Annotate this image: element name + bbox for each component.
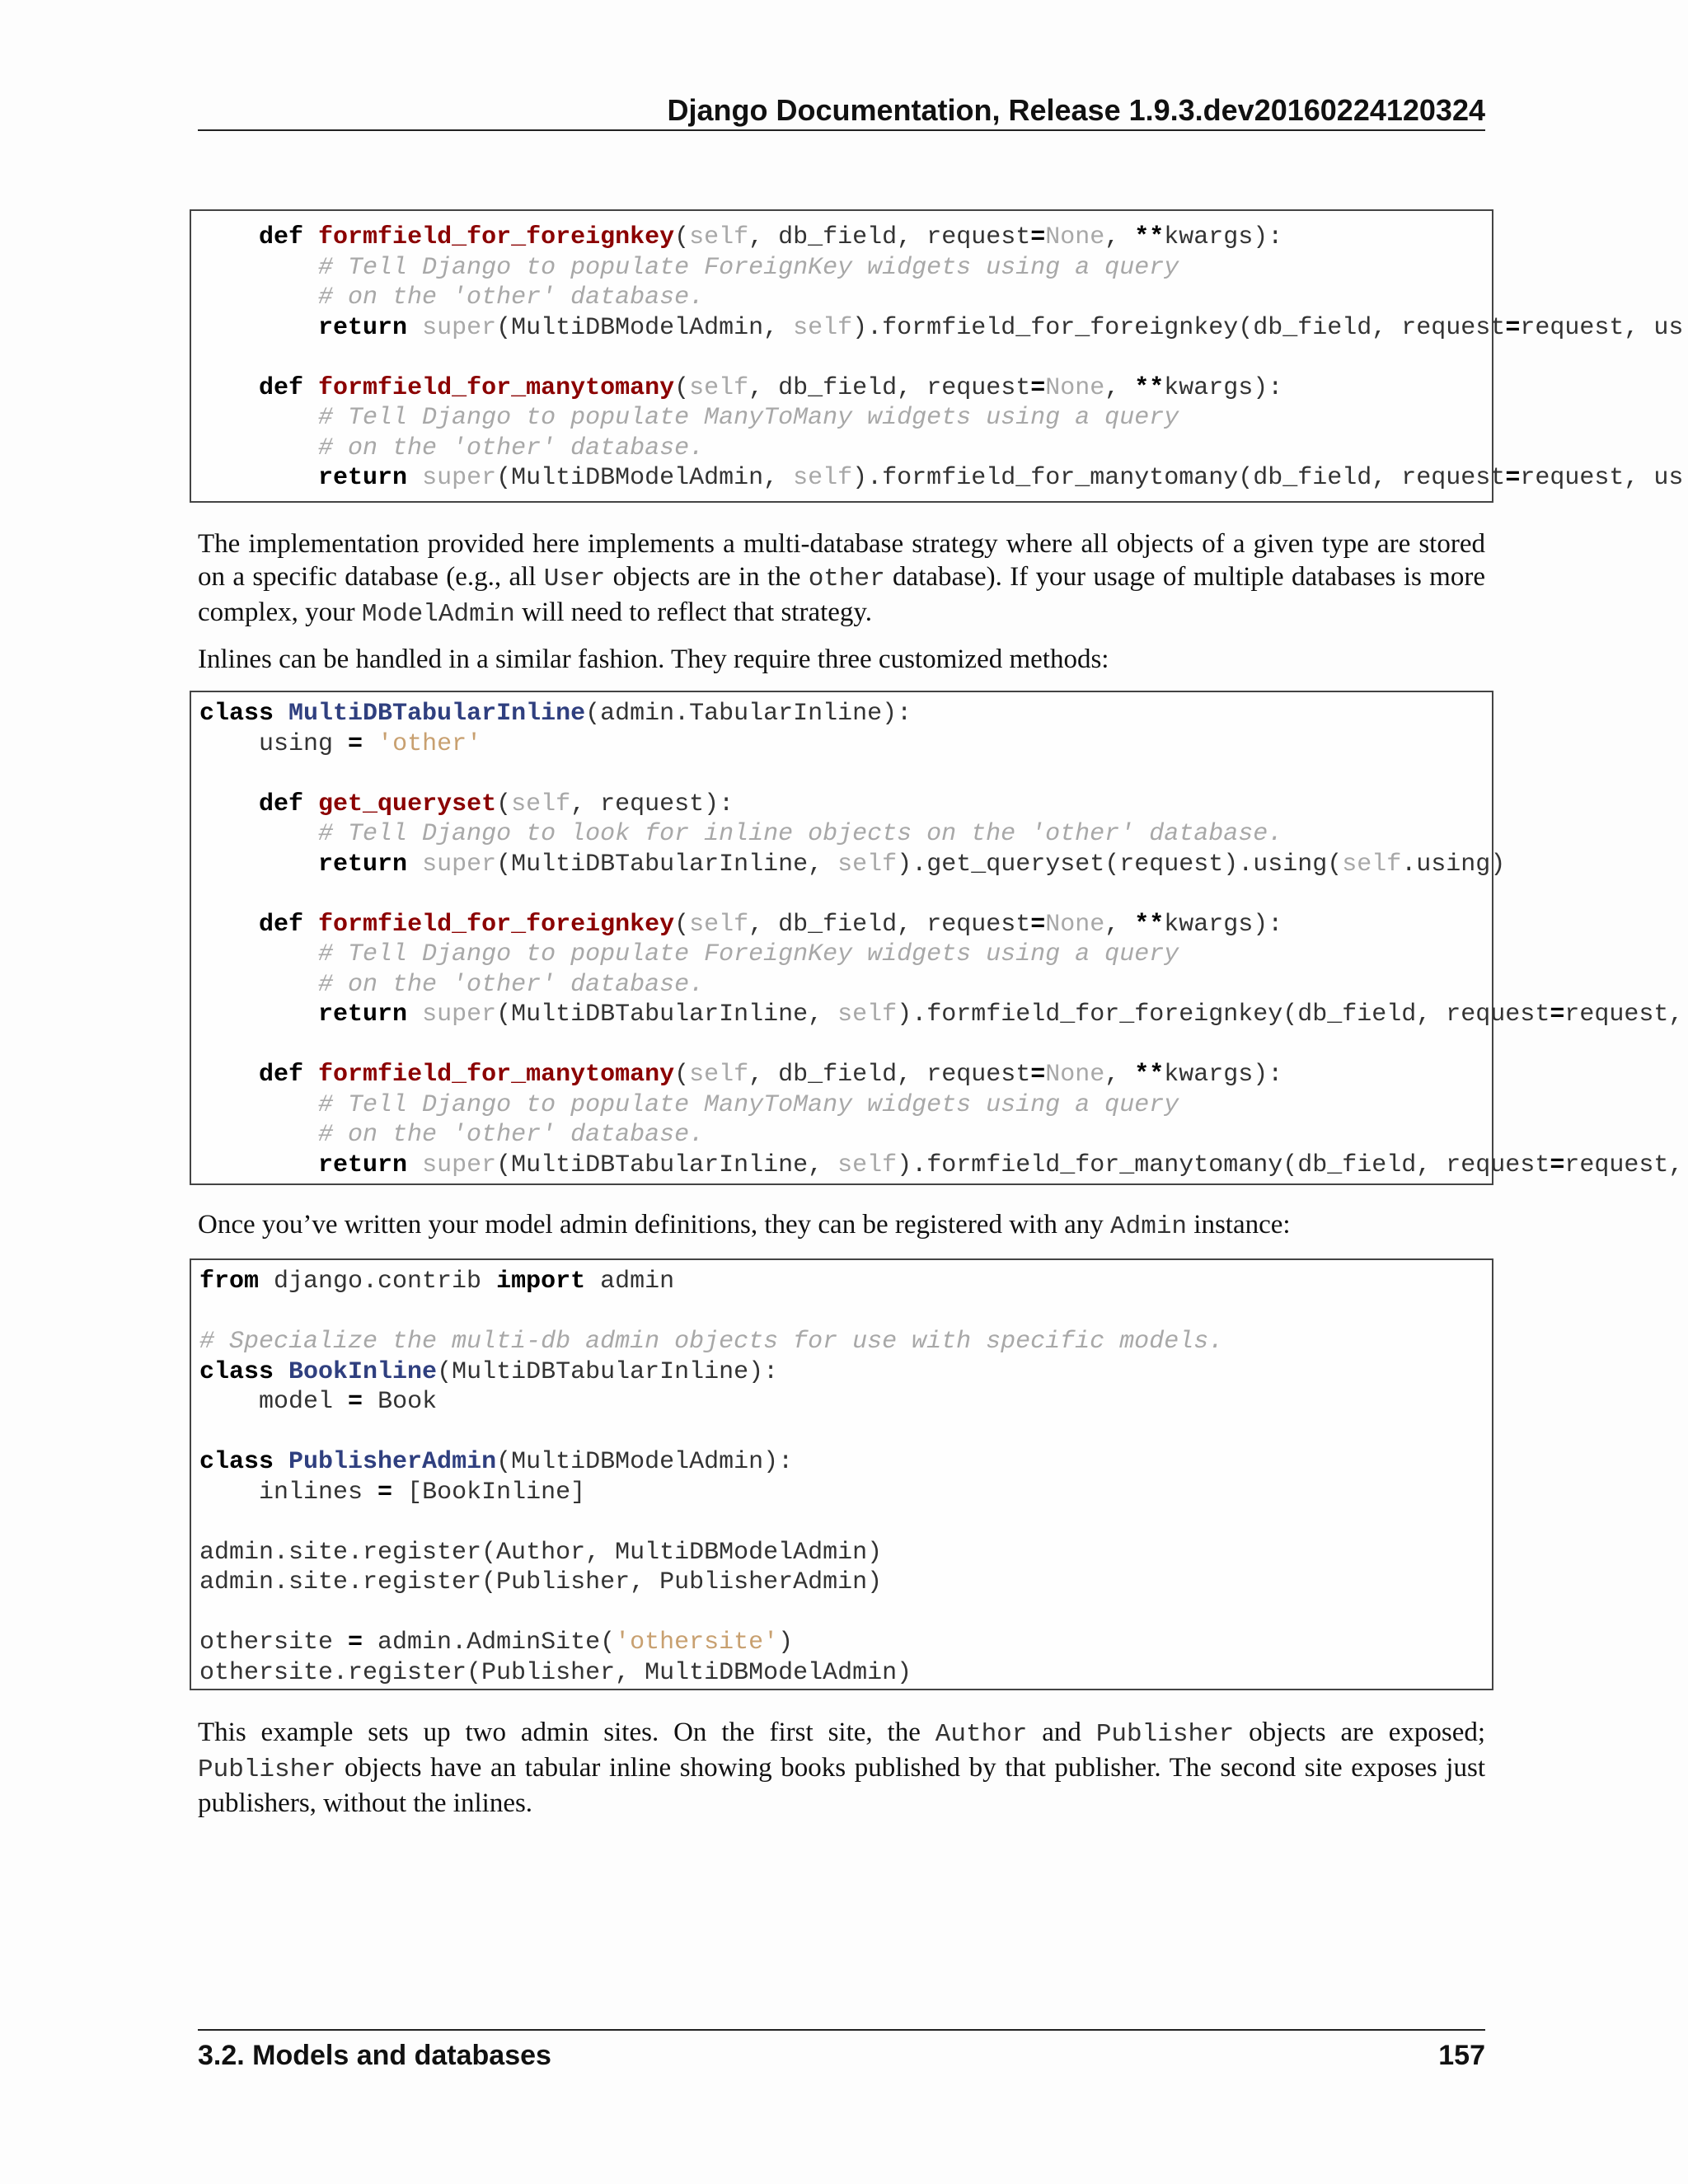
- code-line: othersite.register(Publisher, MultiDBModelAdmin): [199, 1658, 912, 1687]
- footer-section-title: 3.2. Models and databases: [198, 2040, 551, 2071]
- code-class-name: MultiDBTabularInline: [288, 700, 586, 728]
- code-function-name: formfield_for_manytomany: [318, 373, 675, 402]
- code-block-admin-register: [190, 1258, 1493, 1690]
- code-line: admin.site.register(Author, MultiDBModelAdmin): [199, 1538, 883, 1567]
- code-comment: # Tell Django to populate ManyToMany widgets using a query: [318, 1090, 1179, 1119]
- code-line: admin.site.register(Publisher, PublisherAdmin): [199, 1568, 883, 1596]
- code-block-tabular-inline: [190, 691, 1684, 1185]
- code-function-name: formfield_for_manytomany: [318, 1061, 675, 1089]
- running-header-title: Django Documentation, Release 1.9.3.dev20160224120324: [667, 93, 1485, 127]
- code-comment: # Tell Django to populate ManyToMany widgets using a query: [318, 404, 1179, 432]
- header-rule: [198, 129, 1485, 131]
- footer-rule: [198, 2029, 1485, 2031]
- code-comment: # on the 'other' database.: [318, 284, 705, 312]
- page-number: 157: [1438, 2040, 1485, 2071]
- code-comment: # on the 'other' database.: [318, 434, 705, 462]
- code-function-name: get_queryset: [318, 790, 497, 818]
- code-comment: # Tell Django to populate ForeignKey widgets using a query: [318, 940, 1179, 968]
- code-comment: # on the 'other' database.: [318, 970, 705, 999]
- code-comment: # on the 'other' database.: [318, 1121, 705, 1149]
- code-function-name: formfield_for_foreignkey: [318, 910, 675, 939]
- code-block-modeladmin-methods: [190, 209, 1684, 503]
- paragraph-example: This example sets up two admin sites. On the first site, the Author and Publisher objects are exposed; Publisher objects have an tabular inline showing books published by that publisher. The second site exposes just publishers, without the inlines.: [198, 1718, 1486, 1818]
- code-function-name: formfield_for_foreignkey: [318, 223, 675, 251]
- code-listing-1: def formfield_for_foreignkey(self, db_field, request=None, **kwargs): # Tell Django to populate ForeignKey widgets using a query # on the 'other' database. return super(MultiDBModelAdmin, self).formfield_for_foreignkey(db_field, request=request, us def formfield_for_manytomany(self, db_field, request=None, **kwargs): # Tell Django to populate ManyToMany widgets using a query # on the 'other' database. return super(MultiDBModelAdmin, self).formfield_for_manytomany(db_field, request=request, us: [259, 223, 1684, 492]
- code-comment: # Specialize the multi-db admin objects for use with specific models.: [199, 1328, 1224, 1356]
- paragraph-implementation: The implementation provided here implements a multi-database strategy where all objects of a given type are stored on a specific database (e.g., all User objects are in the other database). If your usage of multiple databases is more complex, your ModelAdmin will need to reflect that strategy.: [198, 529, 1485, 629]
- paragraph-register: Once you’ve written your model admin definitions, they can be registered with any Admin instance:: [198, 1210, 1291, 1241]
- code-listing-3: from django.contrib import admin # Specialize the multi-db admin objects for use with specific models. class BookInline(MultiDBTabularInline): model = Book class PublisherAdmin(MultiDBModelAdmin): inlines = [BookInline] admin.site.register(Author, MultiDBModelAdmin) admin.site.register(Publisher, PublisherAdmin) othersite = admin.AdminSite('othersite') othersite.register(Publisher, MultiDBModelAdmin): [199, 1268, 1224, 1687]
- paragraph-inlines: Inlines can be handled in a similar fashion. They require three customized methods:: [198, 644, 1109, 674]
- code-listing-2: class MultiDBTabularInline(admin.TabularInline): using = 'other' def get_queryset(self, request): # Tell Django to look for inline objects on the 'other' database. return super(MultiDBTabularInline, self).get_queryset(request).using(self.using) def formfield_for_foreignkey(self, db_field, request=None, **kwargs): # Tell Django to populate ForeignKey widgets using a query # on the 'other' database. return super(MultiDBTabularInline, self).formfield_for_foreignkey(db_field, request=request, def formfield_for_manytomany(self, db_field, request=None, **kwargs): # Tell Django to populate ManyToMany widgets using a query # on the 'other' database. return super(MultiDBTabularInline, self).formfield_for_manytomany(db_field, request=request,: [199, 700, 1684, 1179]
- code-comment: # Tell Django to look for inline objects on the 'other' database.: [318, 820, 1283, 848]
- code-comment: # Tell Django to populate ForeignKey widgets using a query: [318, 253, 1179, 282]
